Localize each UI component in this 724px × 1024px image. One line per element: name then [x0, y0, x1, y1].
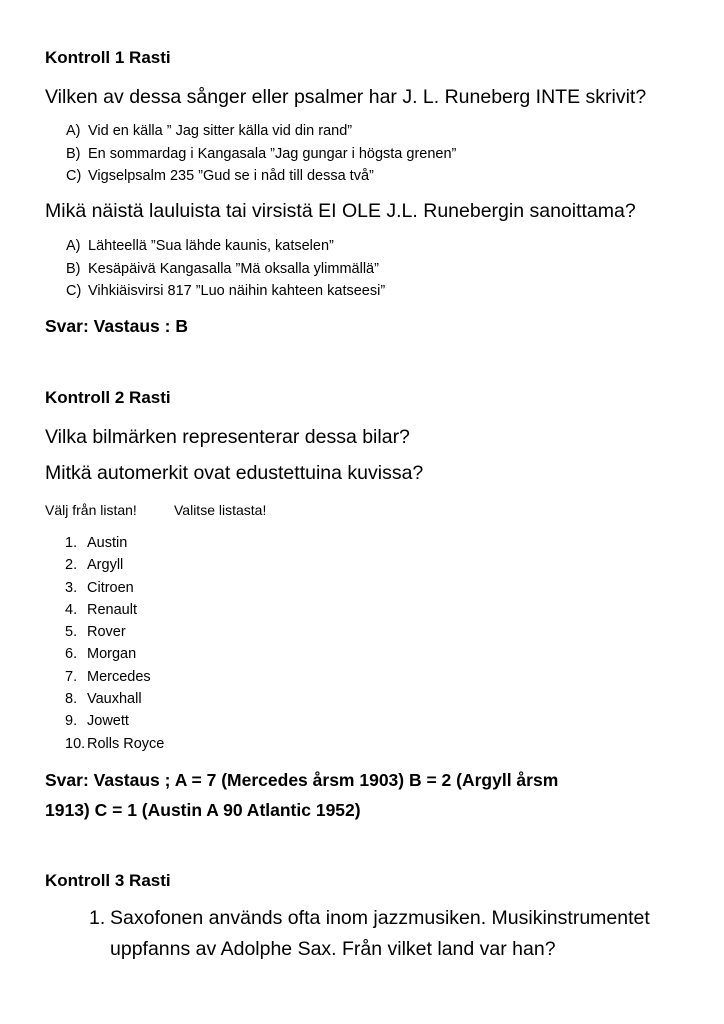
option-b-finnish [66, 261, 379, 277]
option-marker: A) [66, 238, 81, 254]
list-number: 2. [65, 557, 78, 574]
list-text: Renault [87, 601, 137, 618]
list-text: Citroen [87, 579, 134, 596]
option-text: Lähteellä ”Sua lähde kaunis, katselen” [88, 238, 334, 254]
option-b-swedish [66, 146, 456, 162]
question-finnish: Mitkä automerkit ovat edustettuina kuvissa? [45, 462, 424, 484]
list-item [65, 733, 164, 755]
list-item [65, 643, 164, 665]
list-item [65, 710, 164, 732]
list-item [65, 621, 164, 643]
list-text: Austin [87, 535, 128, 551]
list-number: 10. [65, 735, 86, 752]
list-item [65, 599, 164, 621]
list-text: Jowett [87, 713, 129, 730]
list-text: Vauxhall [87, 691, 142, 708]
list-number: 4. [65, 601, 78, 618]
option-marker: C) [66, 283, 82, 299]
numbered-question-line-1: Saxofonen används ofta inom jazzmusiken. Musikinstrumentet [110, 907, 650, 929]
answer-kontroll-2-line-1: Svar: Vastaus ; A = 7 (Mercedes årsm 1903) B = 2 (Argyll årsm [45, 770, 559, 790]
list-number: 8. [65, 691, 78, 708]
option-marker: B) [66, 146, 81, 162]
answer-kontroll-1: Svar: Vastaus : B [45, 316, 188, 336]
option-a-swedish [66, 123, 352, 139]
numbered-question-number: 1. [89, 907, 106, 929]
option-c-finnish [66, 283, 385, 299]
question-finnish: Mikä näistä lauluista tai virsistä EI OLE J.L. Runebergin sanoittama? [45, 200, 636, 222]
answer-kontroll-2-line-2: 1913) C = 1 (Austin A 90 Atlantic 1952) [45, 800, 361, 820]
list-number: 1. [65, 535, 78, 551]
section-heading-kontroll-3: Kontroll 3 Rasti [45, 871, 171, 890]
list-item [65, 577, 164, 599]
option-text: En sommardag i Kangasala ”Jag gungar i högsta grenen” [88, 146, 457, 162]
list-item [65, 532, 164, 554]
car-brand-list [65, 532, 164, 755]
option-c-swedish [66, 168, 374, 184]
section-heading-kontroll-2: Kontroll 2 Rasti [45, 388, 171, 407]
option-text: Vihkiäisvirsi 817 ”Luo näihin kahteen katseesi” [88, 283, 386, 299]
option-text: Vid en källa ” Jag sitter källa vid din rand” [88, 123, 353, 139]
option-marker: B) [66, 261, 81, 277]
option-text: Kesäpäivä Kangasalla ”Mä oksalla ylimmällä” [88, 261, 379, 277]
list-text: Rolls Royce [87, 735, 165, 752]
list-item [65, 666, 164, 688]
list-number: 6. [65, 646, 78, 663]
section-heading-kontroll-1: Kontroll 1 Rasti [45, 48, 171, 67]
list-text: Mercedes [87, 668, 151, 685]
numbered-question-line-2: uppfanns av Adolphe Sax. Från vilket land var han? [110, 938, 556, 960]
option-a-finnish [66, 238, 334, 254]
question-swedish: Vilka bilmärken representerar dessa bilar? [45, 426, 410, 448]
list-number: 7. [65, 668, 78, 685]
list-number: 5. [65, 624, 78, 641]
list-item [65, 688, 164, 710]
list-item [65, 554, 164, 576]
option-marker: C) [66, 168, 82, 184]
option-text: Vigselpsalm 235 ”Gud se i nåd till dessa två” [88, 168, 374, 184]
list-text: Rover [87, 624, 126, 641]
option-marker: A) [66, 123, 81, 139]
list-number: 9. [65, 713, 78, 730]
list-text: Argyll [87, 557, 124, 574]
instruction-finnish: Valitse listasta! [174, 502, 267, 518]
list-number: 3. [65, 579, 78, 596]
question-swedish: Vilken av dessa sånger eller psalmer har J. L. Runeberg INTE skrivit? [45, 86, 647, 108]
list-text: Morgan [87, 646, 137, 663]
instruction-swedish: Välj från listan! [45, 502, 137, 518]
